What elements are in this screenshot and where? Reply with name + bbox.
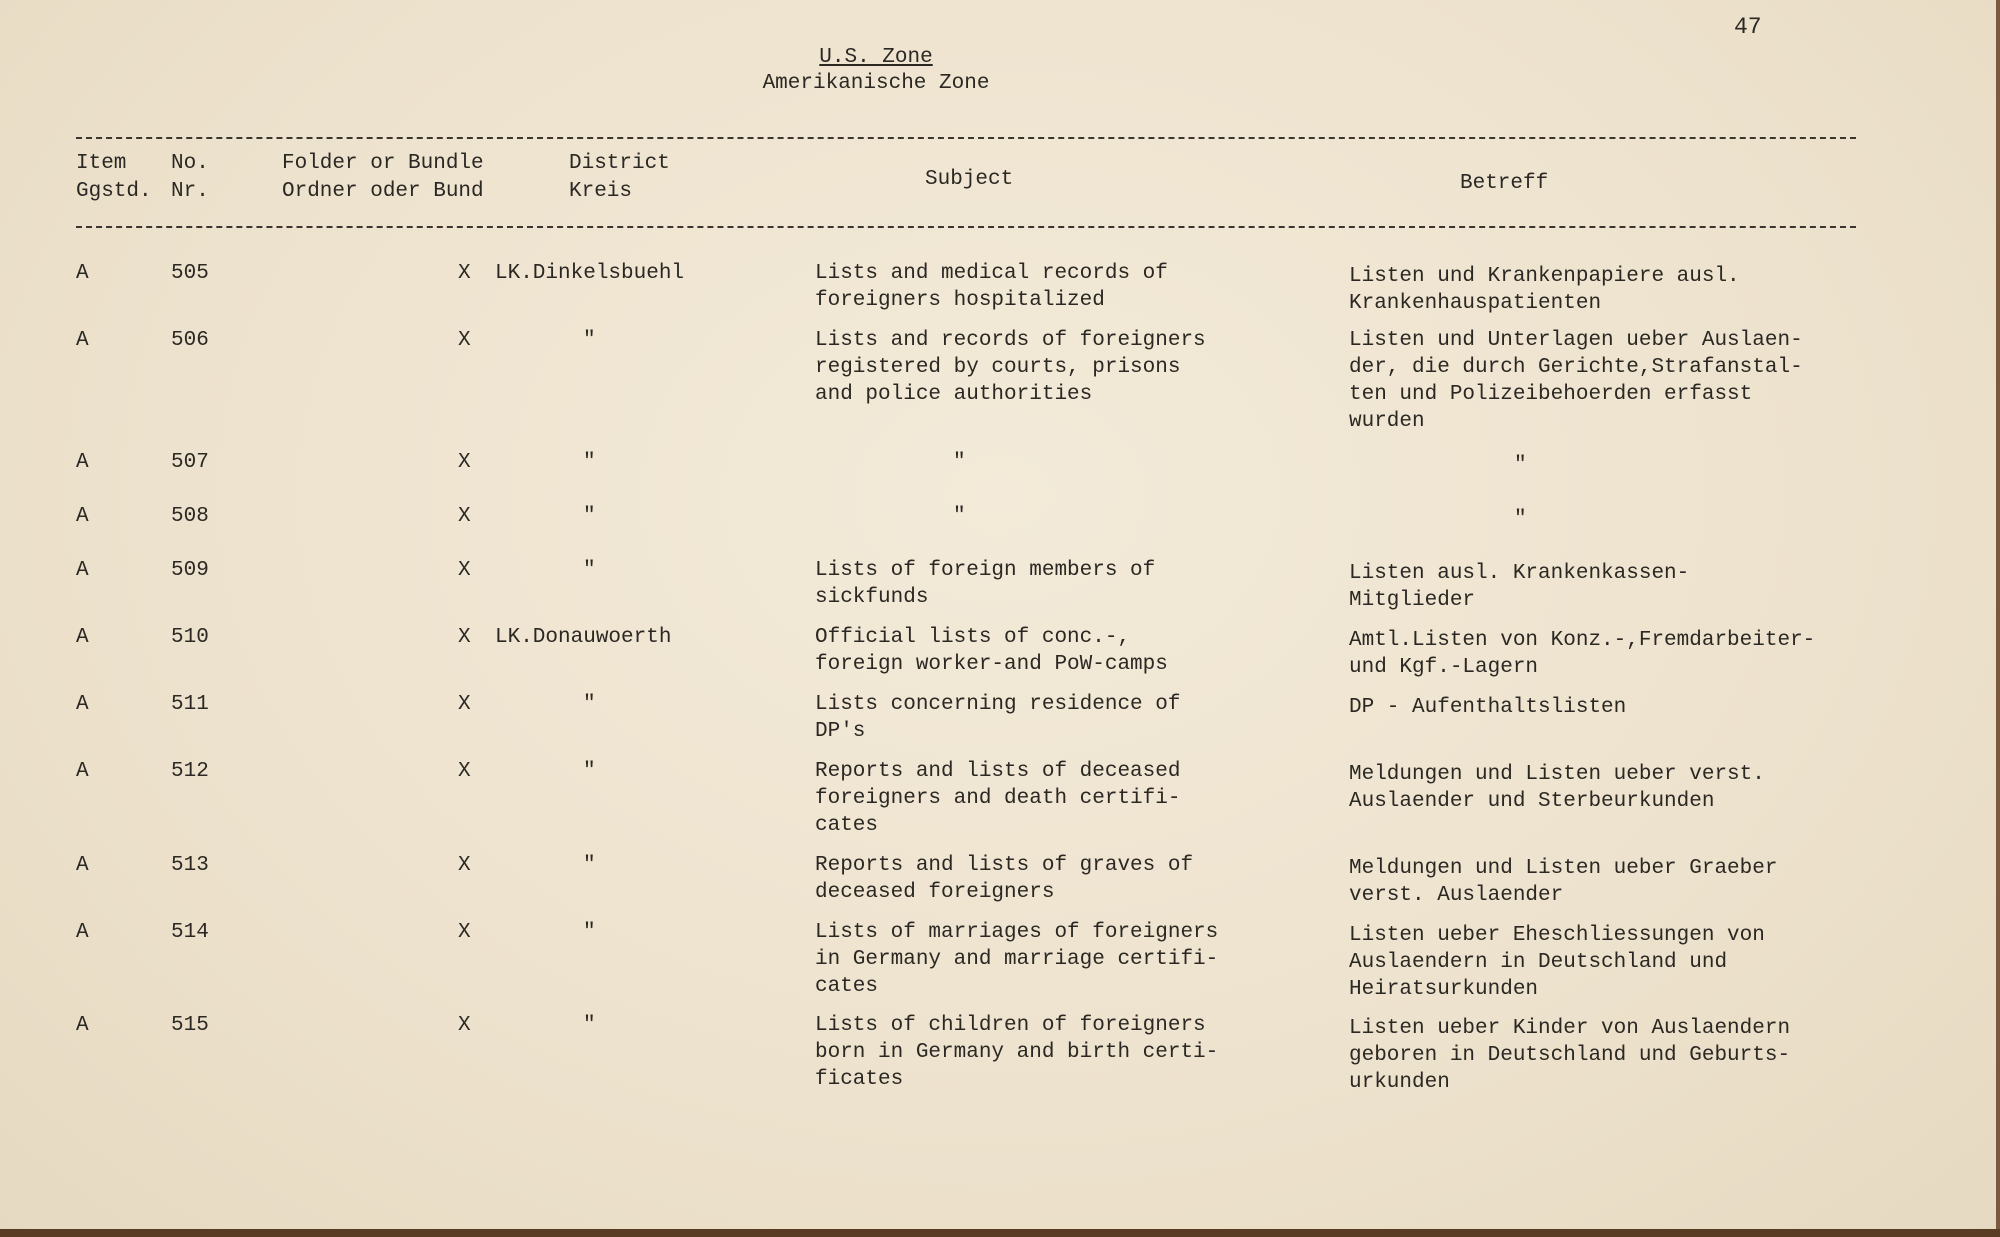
number-cell: 515 [171, 1014, 209, 1037]
subject-line: registered by courts, prisons [815, 356, 1181, 379]
subject-line: " [953, 505, 966, 528]
subject-line: foreigners hospitalized [815, 289, 1105, 312]
number-cell: 510 [171, 626, 209, 649]
subject-line: Reports and lists of graves of [815, 854, 1194, 877]
number-cell: 509 [171, 559, 209, 582]
subject-line: Lists of children of foreigners [815, 1014, 1206, 1037]
folder-mark-cell: X [458, 262, 471, 285]
betreff-cell [1349, 560, 1889, 614]
betreff-line: Auslaender und Sterbeurkunden [1349, 790, 1715, 813]
betreff-cell [1349, 1015, 1889, 1096]
betreff-cell [1349, 694, 1889, 721]
number-cell: 514 [171, 921, 209, 944]
item-cell: A [76, 329, 89, 352]
district-cell: " [583, 505, 596, 528]
subject-line: cates [815, 814, 879, 837]
betreff-line: Amtl.Listen von Konz.-,Fremdarbeiter- [1349, 629, 1816, 652]
district-cell: " [583, 329, 596, 352]
subject-cell [815, 260, 1315, 314]
betreff-line: ten und Polizeibehoerden erfasst [1349, 383, 1753, 406]
subject-line: Official lists of conc.-, [815, 626, 1131, 649]
number-cell: 508 [171, 505, 209, 528]
betreff-line: Mitglieder [1349, 589, 1476, 612]
folder-mark-cell: X [458, 559, 471, 582]
betreff-line: Meldungen und Listen ueber verst. [1349, 763, 1765, 786]
folder-mark-cell: X [458, 505, 471, 528]
item-cell: A [76, 1014, 89, 1037]
item-cell: A [76, 693, 89, 716]
subject-cell [815, 919, 1315, 1000]
betreff-line: verst. Auslaender [1349, 884, 1564, 907]
subject-cell [815, 624, 1315, 678]
subject-line: cates [815, 975, 879, 998]
item-cell: A [76, 505, 89, 528]
subject-line: deceased foreigners [815, 881, 1055, 904]
betreff-line: Krankenhauspatienten [1349, 292, 1602, 315]
district-cell: " [583, 1014, 596, 1037]
betreff-cell [1349, 506, 1889, 533]
betreff-line: Listen ueber Kinder von Auslaendern [1349, 1017, 1791, 1040]
number-cell: 513 [171, 854, 209, 877]
district-cell: " [583, 451, 596, 474]
betreff-line: Listen ueber Eheschliessungen von [1349, 924, 1765, 947]
district-cell: LK.Donauwoerth [495, 626, 672, 649]
header-betreff: Betreff [1460, 172, 1549, 195]
subject-cell [815, 691, 1315, 745]
betreff-line: " [1514, 508, 1527, 531]
subject-line: Reports and lists of deceased [815, 760, 1181, 783]
folder-mark-cell: X [458, 921, 471, 944]
page-number: 47 [1734, 14, 1762, 40]
folder-mark-cell: X [458, 1014, 471, 1037]
subject-cell [815, 327, 1315, 408]
number-cell: 512 [171, 760, 209, 783]
betreff-line: DP - Aufenthaltslisten [1349, 696, 1627, 719]
item-cell: A [76, 626, 89, 649]
district-cell: " [583, 693, 596, 716]
betreff-line: geboren in Deutschland und Geburts- [1349, 1044, 1791, 1067]
subject-cell [815, 852, 1315, 906]
subject-cell [815, 758, 1315, 839]
subject-line: in Germany and marriage certifi- [815, 948, 1219, 971]
betreff-line: der, die durch Gerichte,Strafanstal- [1349, 356, 1803, 379]
betreff-cell [1349, 855, 1889, 909]
subject-line: Lists of foreign members of [815, 559, 1156, 582]
folder-mark-cell: X [458, 329, 471, 352]
folder-mark-cell: X [458, 693, 471, 716]
district-cell: " [583, 854, 596, 877]
betreff-line: Listen und Unterlagen ueber Auslaen- [1349, 329, 1803, 352]
folder-mark-cell: X [458, 451, 471, 474]
folder-mark-cell: X [458, 854, 471, 877]
betreff-cell [1349, 327, 1889, 435]
subject-line: sickfunds [815, 586, 929, 609]
item-cell: A [76, 854, 89, 877]
betreff-cell [1349, 922, 1889, 1003]
betreff-line: Auslaendern in Deutschland und [1349, 951, 1728, 974]
header-divider-bottom [76, 226, 1856, 228]
district-cell: " [583, 559, 596, 582]
item-cell: A [76, 559, 89, 582]
betreff-line: urkunden [1349, 1071, 1450, 1094]
number-cell: 511 [171, 693, 209, 716]
betreff-line: wurden [1349, 410, 1425, 433]
district-cell: " [583, 921, 596, 944]
subject-line: foreign worker-and PoW-camps [815, 653, 1168, 676]
folder-mark-cell: X [458, 626, 471, 649]
number-cell: 505 [171, 262, 209, 285]
subject-cell [815, 1012, 1315, 1093]
header-divider-top [76, 137, 1856, 139]
subject-cell [815, 449, 1315, 476]
page-subtitle: Amerikanische Zone [762, 72, 990, 95]
betreff-line: Listen ausl. Krankenkassen- [1349, 562, 1690, 585]
number-cell: 507 [171, 451, 209, 474]
item-cell: A [76, 262, 89, 285]
betreff-line: Listen und Krankenpapiere ausl. [1349, 265, 1740, 288]
subject-line: DP's [815, 720, 866, 743]
subject-line: Lists of marriages of foreigners [815, 921, 1219, 944]
page-edge-bottom [0, 1229, 2000, 1237]
subject-line: Lists concerning residence of [815, 693, 1181, 716]
folder-mark-cell: X [458, 760, 471, 783]
district-cell: LK.Dinkelsbuehl [495, 262, 685, 285]
page-title: U.S. Zone [819, 46, 933, 69]
betreff-cell [1349, 761, 1889, 815]
subject-line: ficates [815, 1068, 904, 1091]
subject-line: " [953, 451, 966, 474]
page-edge [1996, 0, 2000, 1237]
subject-line: born in Germany and birth certi- [815, 1041, 1219, 1064]
number-cell: 506 [171, 329, 209, 352]
header-item: Item Ggstd. [76, 152, 152, 203]
subject-line: foreigners and death certifi- [815, 787, 1181, 810]
betreff-cell [1349, 263, 1889, 317]
subject-line: Lists and medical records of [815, 262, 1168, 285]
header-subject: Subject [925, 168, 1014, 191]
betreff-line: Meldungen und Listen ueber Graeber [1349, 857, 1778, 880]
betreff-cell [1349, 627, 1889, 681]
subject-cell [815, 557, 1315, 611]
header-folder: Folder or Bundle Ordner oder Bund [282, 152, 484, 203]
district-cell: " [583, 760, 596, 783]
subject-line: Lists and records of foreigners [815, 329, 1206, 352]
header-district: District Kreis [569, 152, 670, 203]
subject-line: and police authorities [815, 383, 1093, 406]
item-cell: A [76, 451, 89, 474]
betreff-line: und Kgf.-Lagern [1349, 656, 1539, 679]
betreff-line: " [1514, 454, 1527, 477]
betreff-line: Heiratsurkunden [1349, 978, 1539, 1001]
item-cell: A [76, 921, 89, 944]
betreff-cell [1349, 452, 1889, 479]
subject-cell [815, 503, 1315, 530]
header-no: No. Nr. [171, 152, 209, 203]
item-cell: A [76, 760, 89, 783]
